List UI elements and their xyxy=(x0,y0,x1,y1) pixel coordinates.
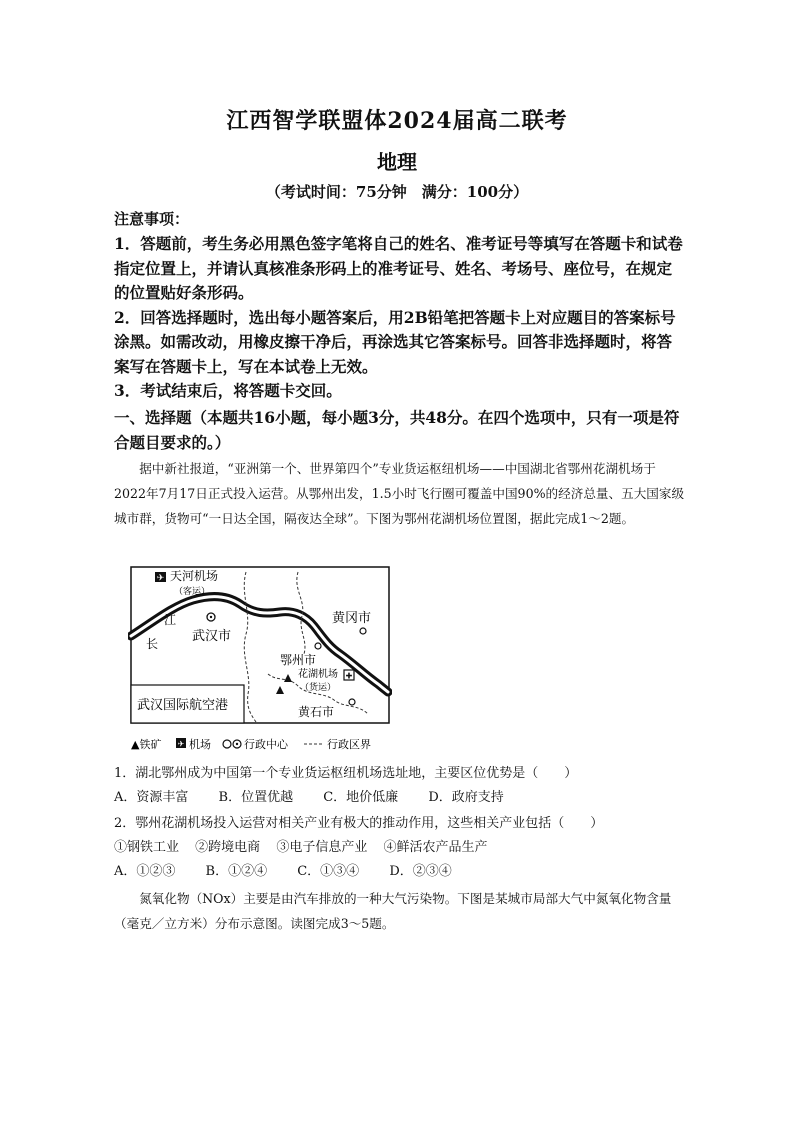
option-a: A．①②③ xyxy=(114,864,176,879)
river-label-chang: 长 xyxy=(146,637,159,651)
legend-airport: 机场 xyxy=(189,738,211,751)
item-1: ①钢铁工业 xyxy=(114,840,180,855)
svg-text:✚: ✚ xyxy=(345,671,353,681)
tianhe-airport-label: 天河机场 xyxy=(170,569,219,583)
item-3: ③电子信息产业 xyxy=(276,840,368,855)
question-1-options xyxy=(114,786,686,810)
inset-label: 武汉国际航空港 xyxy=(137,698,229,713)
notes-heading: 注意事项： xyxy=(114,210,190,228)
legend-iron: ▲铁矿 xyxy=(131,738,162,751)
huangshi-center-icon xyxy=(349,699,355,705)
option-b: B．位置优越 xyxy=(218,790,294,805)
legend-center: 行政中心 xyxy=(244,738,288,751)
subject-title: 地理 xyxy=(377,150,417,174)
river-label-jiang: 江 xyxy=(164,613,177,627)
huanggang-label: 黄冈市 xyxy=(332,611,372,626)
legend-boundary: 行政区界 xyxy=(327,738,371,751)
question-2-items xyxy=(114,836,686,860)
notes-list xyxy=(114,232,686,404)
huahu-airport-note: （货运） xyxy=(300,683,337,693)
note-item: 3．考试结束后，将答题卡交回。 xyxy=(114,381,342,400)
svg-text:✈: ✈ xyxy=(156,573,165,584)
huangshi-label: 黄石市 xyxy=(298,705,335,719)
huahu-airport-label: 花湖机场 xyxy=(298,669,338,680)
ezhou-label: 鄂州市 xyxy=(280,653,317,667)
legend-center-icon xyxy=(223,740,231,748)
location-map xyxy=(128,564,392,754)
option-c: C．地价低廉 xyxy=(323,790,399,805)
exam-title: 江西智学联盟体2024届高二联考 xyxy=(226,108,568,134)
svg-text:✈: ✈ xyxy=(177,739,185,749)
option-b: B．①②④ xyxy=(205,864,268,879)
ezhou-center-icon xyxy=(315,643,321,649)
question-2-options xyxy=(114,860,686,884)
item-2: ②跨境电商 xyxy=(195,840,261,855)
note-item: 1．答题前，考生务必用黑色签字笔将自己的姓名、准考证号等填写在答题卡和试卷指定位置上，并请认真核准条形码上的准考证号、姓名、考场号、座位号，在规定的位置贴好条形码。 xyxy=(114,234,683,302)
question-2-stem: 2．鄂州花湖机场投入运营对相关产业有极大的推动作用，这些相关产业包括（ ） xyxy=(114,816,604,831)
item-4: ④鲜活农产品生产 xyxy=(383,840,488,855)
wuhan-label: 武汉市 xyxy=(192,629,232,644)
section-heading: 一、选择题（本题共16小题，每小题3分，共48分。在四个选项中，只有一项是符合题目要求的。） xyxy=(114,408,680,452)
exam-info: （考试时间：75分钟 满分：100分） xyxy=(265,183,529,201)
huanggang-center-icon xyxy=(360,628,366,634)
option-d: D．政府支持 xyxy=(428,790,504,805)
tianhe-airport-note: （客运） xyxy=(174,587,211,597)
passage-2: 氮氧化物（NOx）主要是由汽车排放的一种大气污染物。下图是某城市局部大气中氮氧化物含量（毫克／立方米）分布示意图。读图完成3～5题。 xyxy=(114,891,672,931)
question-1-stem: 1．湖北鄂州成为中国第一个专业货运枢纽机场选址地，主要区位优势是（ ） xyxy=(114,766,578,781)
option-d: D．②③④ xyxy=(389,864,452,879)
note-item: 2．回答选择题时，选出每小题答案后，用2B铅笔把答题卡上对应题目的答案标号涂黑。如需改动，用橡皮擦干净后，再涂选其它答案标号。回答非选择题时，将答案写在答题卡上，写在本试卷上无效。 xyxy=(114,307,676,376)
option-a: A．资源丰富 xyxy=(114,790,189,805)
passage-1: 据中新社报道，“亚洲第一个、世界第四个”专业货运枢纽机场——中国湖北省鄂州花湖机场于2022年7月17日正式投入运营。从鄂州出发，1.5小时飞行圈可覆盖中国90%的经济总量、五大国家级城市群，货物可“一日达全国，隔夜达全球”。下图为鄂州花湖机场位置图，据此完成1～2题。 xyxy=(114,461,685,526)
option-c: C．①③④ xyxy=(297,864,360,879)
